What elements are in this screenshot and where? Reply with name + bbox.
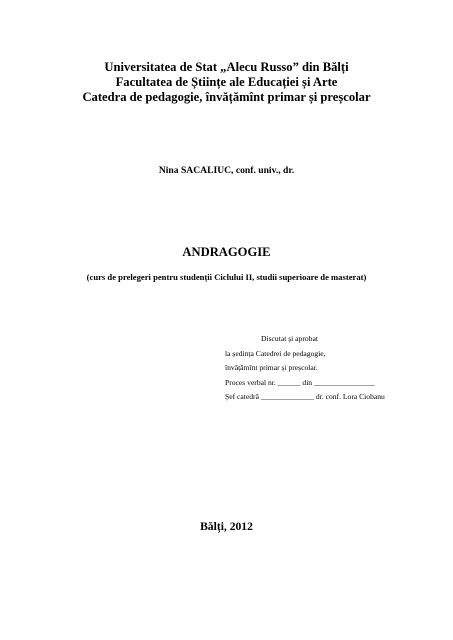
place-and-year: Bălți, 2012 <box>200 520 253 533</box>
department-name: Catedra de pedagogie, învățămînt primar și preșcolar <box>82 90 371 104</box>
approval-line-4: Proces verbal nr. ______ din ________________ <box>225 377 375 387</box>
document-title: ANDRAGOGIE <box>182 245 271 259</box>
approval-line-5: Șef catedră ______________ dr. conf. Lora Ciobanu <box>225 392 385 402</box>
approval-block <box>225 332 385 405</box>
institution-header <box>0 60 453 105</box>
approval-line-3: învățămînt primar și preșcolar. <box>225 363 318 373</box>
university-name: Universitatea de Stat „Alecu Russo” din Bălți <box>104 60 349 74</box>
faculty-name: Facultatea de Științe ale Educației și Arte <box>115 75 338 89</box>
author-name: Nina SACALIUC, conf. univ., dr. <box>158 165 295 176</box>
approval-line-2: la ședința Catedrei de pedagogie, <box>225 348 326 358</box>
approval-line-1: Discutat și aprobat <box>261 334 318 343</box>
document-subtitle: (curs de prelegeri pentru studenții Ciclului II, studii superioare de masterat) <box>86 272 367 282</box>
